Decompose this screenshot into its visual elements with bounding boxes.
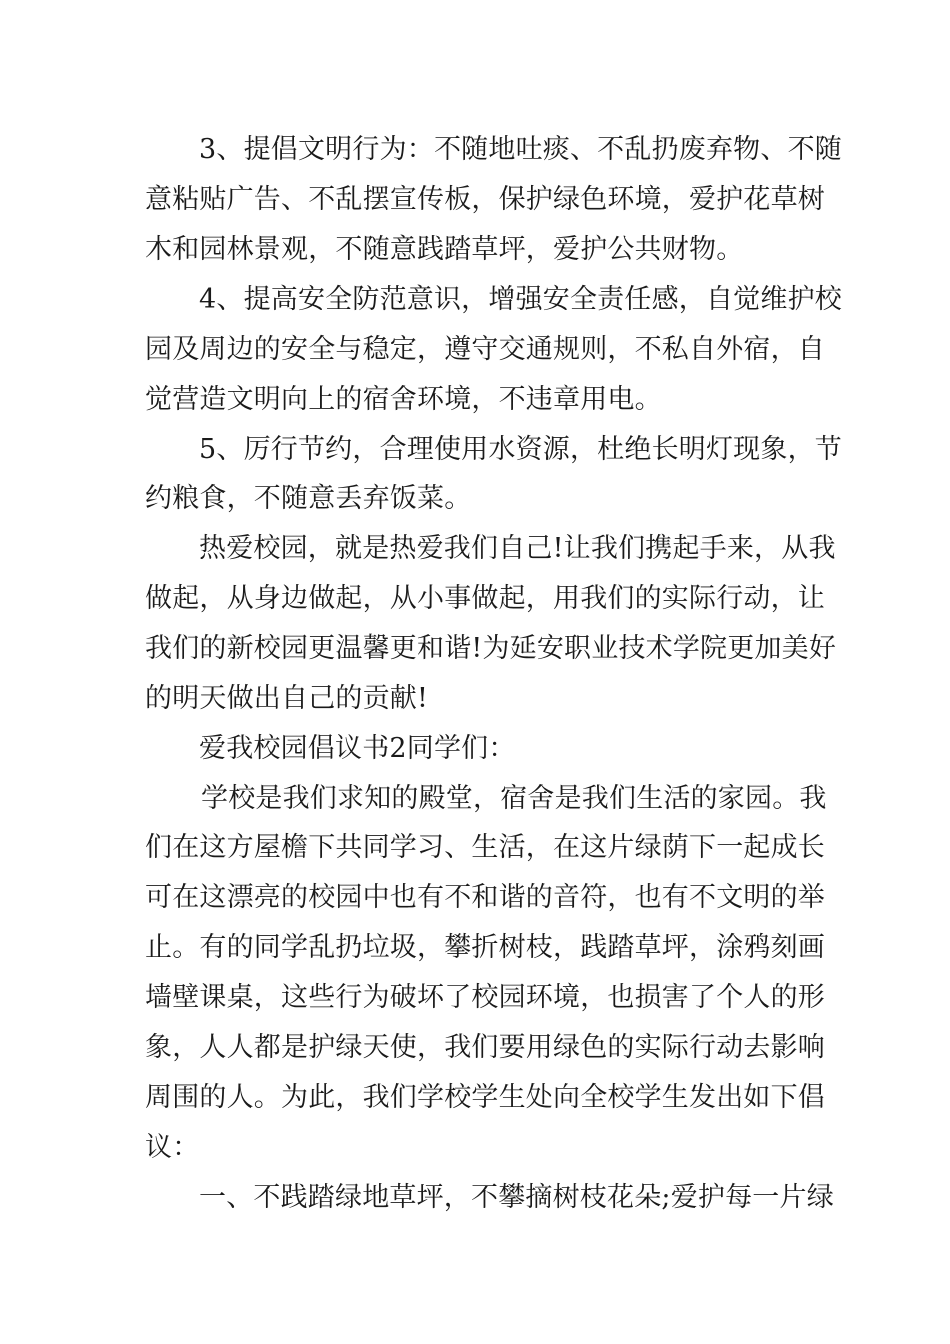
proposal-2-paragraph-line-7: 周围的人。为此，我们学校学生处向全校学生发出如下倡 [145, 1082, 825, 1113]
paragraph-3-line-1: 3、提倡文明行为：不随地吐痰、不乱扔废弃物、不随 [199, 134, 842, 165]
paragraph-4-line-3: 觉营造文明向上的宿舍环境，不违章用电。 [145, 384, 662, 415]
proposal-2-paragraph-line-3: 可在这漂亮的校园中也有不和谐的音符，也有不文明的举 [145, 882, 825, 913]
proposal-2-paragraph-line-4: 止。有的同学乱扔垃圾，攀折树枝，践踏草坪，涂鸦刻画 [145, 932, 825, 963]
closing-paragraph-line-3: 我们的新校园更温馨更和谐!为延安职业技术学院更加美好 [145, 633, 837, 664]
proposal-2-paragraph-line-2: 们在这方屋檐下共同学习、生活，在这片绿荫下一起成长 [145, 832, 825, 863]
closing-paragraph-line-2: 做起，从身边做起，从小事做起，用我们的实际行动，让 [145, 583, 825, 614]
closing-paragraph-line-4: 的明天做出自己的贡献! [145, 683, 429, 714]
proposal-2-paragraph-line-6: 象，人人都是护绿天使，我们要用绿色的实际行动去影响 [145, 1032, 825, 1063]
closing-paragraph-line-1: 热爱校园，就是热爱我们自己!让我们携起手来，从我 [199, 533, 836, 564]
proposal-2-paragraph-line-1: 学校是我们求知的殿堂，宿舍是我们生活的家园。我 [201, 783, 827, 814]
paragraph-5-line-1: 5、厉行节约，合理使用水资源，杜绝长明灯现象，节 [199, 434, 842, 465]
paragraph-3-line-2: 意粘贴广告、不乱摆宣传板，保护绿色环境，爱护花草树 [145, 184, 825, 215]
paragraph-3-line-3: 木和园林景观，不随意践踏草坪，爱护公共财物。 [145, 234, 744, 265]
proposal-2-heading: 爱我校园倡议书2同学们： [199, 733, 516, 764]
proposal-2-paragraph-line-8: 议： [145, 1132, 200, 1163]
proposal-2-paragraph-line-5: 墙壁课桌，这些行为破坏了校园环境，也损害了个人的形 [145, 982, 825, 1013]
paragraph-4-line-2: 园及周边的安全与稳定，遵守交通规则，不私自外宿，自 [145, 334, 825, 365]
paragraph-5-line-2: 约粮食，不随意丢弃饭菜。 [145, 483, 472, 514]
proposal-2-item-1-line-1: 一、不践踏绿地草坪，不攀摘树枝花朵;爱护每一片绿 [199, 1182, 834, 1213]
paragraph-4-line-1: 4、提高安全防范意识，增强安全责任感，自觉维护校 [199, 284, 842, 315]
